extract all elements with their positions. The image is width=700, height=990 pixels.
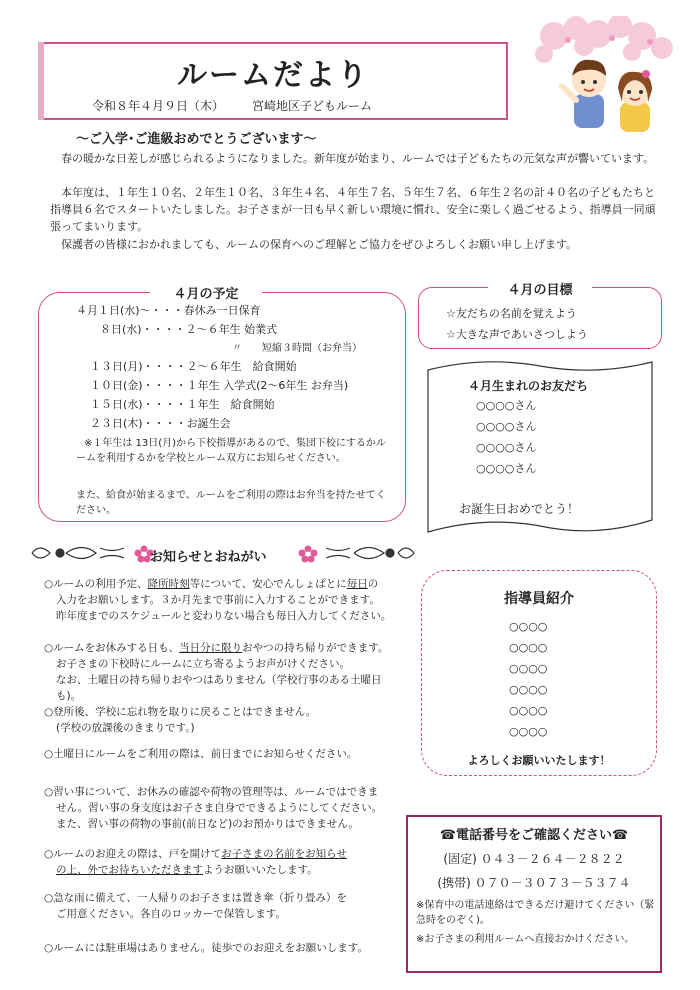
schedule-row: ２３日(木)・・・・お誕生会 bbox=[90, 417, 231, 430]
notice-item bbox=[44, 846, 404, 878]
notice-line bbox=[44, 906, 404, 922]
notice-item bbox=[44, 640, 404, 704]
phone-heading-text: 電話番号をご確認ください bbox=[455, 828, 612, 843]
phone-fixed: (固定) ０４３－２６４－２８２２ bbox=[443, 852, 625, 866]
notice-line bbox=[44, 746, 404, 762]
intro-paragraph: 春の暖かな日差しが感じられるようになりました。新年度が始まり、ルームでは子どもたちの元気な声が響いています。 bbox=[61, 152, 655, 165]
notice-text: ○ルームには駐車場はありません。徒歩でのお迎えをお願いします。 bbox=[44, 942, 368, 954]
notice-item bbox=[44, 784, 404, 832]
notice-line bbox=[44, 576, 404, 592]
issue-date: 令和８年４月９日（木） bbox=[92, 99, 225, 113]
birthday-congrats: お誕生日おめでとう！ bbox=[459, 502, 580, 516]
notice-item bbox=[44, 576, 404, 624]
notice-item bbox=[44, 940, 404, 956]
notice-line bbox=[44, 704, 404, 720]
telephone-icon: ☎ bbox=[439, 828, 456, 843]
birthday-name: ○○○○さん bbox=[476, 441, 537, 454]
staff-name: ○○○○ bbox=[509, 662, 548, 675]
schedule-note: また、給食が始まるまで、ルームをご利用の際はお弁当を持たせてください。 bbox=[76, 490, 386, 516]
intro-paragraph: 保護者の皆様におかれましても、ルームの保育へのご理解とご協力をぜひよろしくお願い申し上げます。 bbox=[61, 238, 578, 251]
notice-item bbox=[44, 704, 404, 736]
issue-line bbox=[92, 97, 372, 114]
notice-text: ○ルームの利用予定、 bbox=[44, 578, 148, 590]
schedule-row: ４月１日(水)～・・・春休み一日保育 bbox=[76, 304, 261, 317]
schedule-row: １３日(月)・・・・２～６年生 給食開始 bbox=[90, 360, 297, 373]
organization-name: 宮崎地区子どもルーム bbox=[252, 99, 373, 113]
notice-text: ○土曜日にルームをご利用の際は、前日までにお知らせください。 bbox=[44, 748, 358, 760]
notice-item bbox=[44, 746, 404, 762]
staff-name: ○○○○ bbox=[509, 704, 548, 717]
notice-text: お子さまの下校時にルームに立ち寄るようお声がけください。 bbox=[56, 658, 350, 670]
notice-line bbox=[44, 640, 404, 656]
birthday-heading: ４月生まれのお友だち bbox=[468, 379, 589, 393]
notice-text: ○習い事について、お休みの確認や荷物の管理等は、ルームではできま bbox=[44, 786, 379, 798]
staff-heading: 指導員紹介 bbox=[504, 591, 574, 607]
notice-text: ○ルームをお休みする日も、 bbox=[44, 642, 180, 654]
notice-line bbox=[44, 592, 404, 608]
ornament-right-icon bbox=[326, 548, 414, 559]
notice-line bbox=[44, 720, 404, 736]
notice-emphasis: お子さまの名前をお知らせ bbox=[221, 848, 347, 860]
staff-name: ○○○○ bbox=[509, 683, 548, 696]
notice-emphasis: 当日分に限り bbox=[179, 642, 243, 654]
notice-text: なお、土曜日の持ち帰りおやつはありません（学校行事のある土曜日も)。 bbox=[56, 674, 382, 702]
goal-item: ☆友だちの名前を覚えよう bbox=[446, 307, 577, 320]
notice-emphasis: 降所時刻 bbox=[147, 578, 190, 590]
notice-text: 昨年度までのスケジュールと変わりない場合も毎日入力してください。 bbox=[56, 610, 392, 622]
phone-mobile: (携帯) ０７０－３０７３－５３７４ bbox=[437, 876, 631, 890]
schedule-row: １０日(金)・・・・１年生 入学式(2～6年生 お弁当) bbox=[90, 379, 349, 392]
notice-line bbox=[44, 862, 404, 878]
staff-name: ○○○○ bbox=[509, 725, 548, 738]
notice-line bbox=[44, 846, 404, 862]
notice-line bbox=[44, 656, 404, 672]
newsletter-title: ルームだより bbox=[177, 58, 369, 93]
telephone-icon: ☎ bbox=[612, 828, 629, 843]
goals-heading: ４月の目標 bbox=[488, 279, 592, 299]
notice-text: また、習い事の荷物の事前(前日など)のお預かりはできません。 bbox=[56, 818, 359, 830]
schedule-row: 〃 短縮３時間（お弁当） bbox=[232, 343, 362, 354]
notice-line bbox=[44, 940, 404, 956]
birthday-name: ○○○○さん bbox=[476, 462, 537, 475]
ornament-left-icon bbox=[32, 548, 124, 559]
schedule-row: １５日(水)・・・・１年生 給食開始 bbox=[90, 398, 275, 411]
notice-text: ご用意ください。各自のロッカーで保管します。 bbox=[56, 908, 286, 920]
birthday-name: ○○○○さん bbox=[476, 399, 537, 412]
notice-item bbox=[44, 890, 404, 922]
notice-heading: お知らせとおねがい bbox=[150, 550, 267, 565]
notice-text: ようお願いいたします。 bbox=[203, 864, 318, 876]
notice-line bbox=[44, 890, 404, 906]
notice-text: 入力をお願いします。３か月先まで事前に入力することができます。 bbox=[56, 594, 380, 606]
birthday-name: ○○○○さん bbox=[476, 420, 537, 433]
notice-line bbox=[44, 784, 404, 800]
boy-figure bbox=[562, 60, 606, 128]
notice-line bbox=[44, 800, 404, 816]
phone-heading bbox=[406, 824, 662, 843]
staff-name: ○○○○ bbox=[509, 620, 548, 633]
flower-icon bbox=[299, 546, 318, 563]
intro-paragraph: 本年度は、１年生１０名、２年生１０名、３年生４名、４年生７名、５年生７名、６年生２名の計４０名の子どもたちと指導員６名でスタートいたしました。お子さまが一日も早く新しい環境に慣れ、安全に楽しく過ごせるよう、指導員一同頑張ってまいります。 bbox=[50, 186, 656, 233]
notice-line bbox=[44, 672, 404, 704]
schedule-note: ※１年生は 13日(月)から下校指導があるので、集団下校にするかルームを利用するかを学校とルーム双方にお知らせください。 bbox=[76, 438, 386, 464]
notice-line bbox=[44, 816, 404, 832]
kids-with-cherry-blossoms-illustration bbox=[524, 16, 674, 142]
notice-emphasis: 毎日 bbox=[346, 578, 368, 590]
intro-heading: ～ご入学･ご進級おめでとうございます～ bbox=[76, 132, 317, 147]
notice-text: ○登所後、学校に忘れ物を取りに戻ることはできません。 bbox=[44, 706, 317, 718]
notice-text: せん。習い事の身支度はお子さま自身でできるようにしてください。 bbox=[56, 802, 383, 814]
cherry-blossom-icon bbox=[535, 16, 673, 63]
schedule-heading: ４月の予定 bbox=[150, 283, 262, 303]
notice-line bbox=[44, 608, 404, 624]
notice-text: (学校の放課後のきまりです。) bbox=[56, 722, 195, 734]
goal-item: ☆大きな声であいさつしよう bbox=[446, 328, 588, 341]
notice-text: ○ルームのお迎えの際は、戸を開けて bbox=[44, 848, 222, 860]
phone-note: ※保育中の電話連絡はできるだけ避けてください（緊急時をのぞく)。 bbox=[416, 900, 655, 926]
notice-text: ○急な雨に備えて、一人帰りのお子さまは置き傘（折り畳み）を bbox=[44, 892, 347, 904]
girl-figure bbox=[618, 70, 652, 132]
staff-name: ○○○○ bbox=[509, 641, 548, 654]
notice-emphasis: の上、外でお待ちいただきます bbox=[56, 864, 203, 876]
notice-text: の bbox=[367, 578, 379, 590]
phone-note: ※お子さまの利用ルームへ直接おかけください。 bbox=[416, 934, 635, 945]
notice-text: おやつの持ち帰りができます。 bbox=[242, 642, 389, 654]
schedule-row: ８日(水)・・・・２～６年生 始業式 bbox=[100, 323, 278, 336]
notice-text: 等について、安心でんしょばとに bbox=[189, 578, 347, 590]
staff-thanks: よろしくお願いいたします！ bbox=[467, 754, 611, 767]
